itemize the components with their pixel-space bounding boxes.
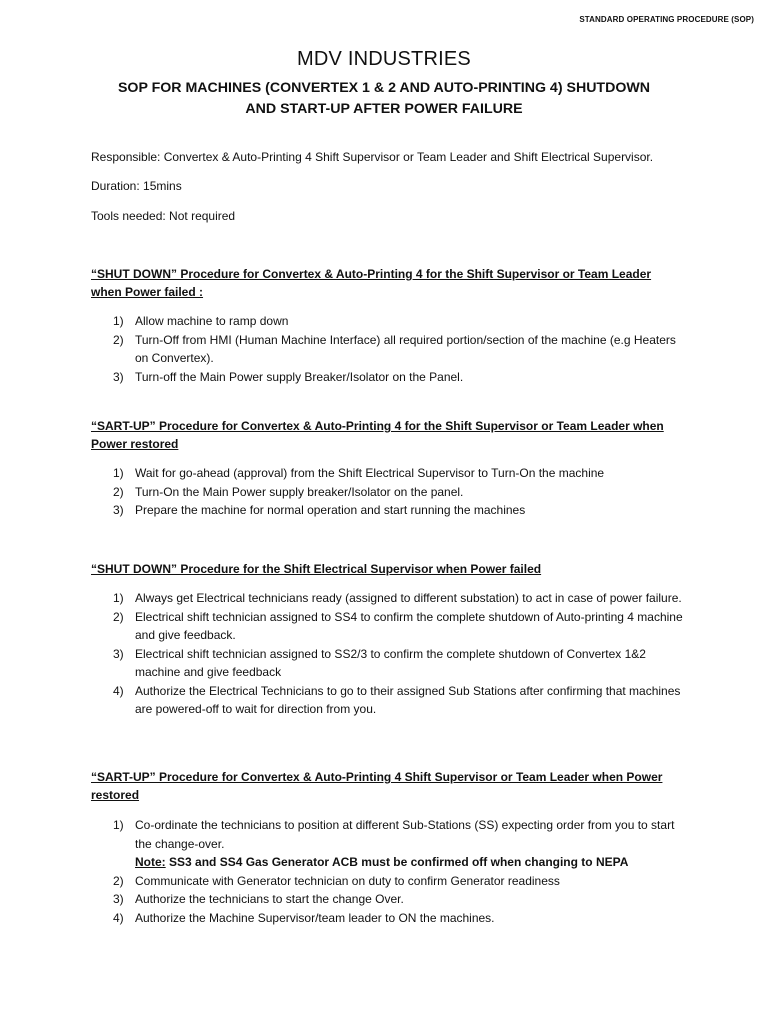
document-title-line-2: AND START-UP AFTER POWER FAILURE [245, 101, 523, 117]
section-startup-changeover-heading [91, 768, 681, 804]
note-line [135, 853, 685, 872]
list-item-number: 1) [113, 314, 124, 328]
list-item-text: Turn-On the Main Power supply breaker/Isolator on the panel. [135, 484, 464, 499]
list-item [0, 682, 685, 719]
section-shutdown-electrical-steps [0, 589, 685, 719]
list-item [0, 589, 685, 608]
list-item-text: Always get Electrical technicians ready (assigned to different substation) to act in case of power failure. [135, 591, 682, 605]
list-item-number: 4) [113, 910, 124, 925]
responsible-line: Responsible: Convertex & Auto-Printing 4 Shift Supervisor or Team Leader and Shift Electrical Supervisor. [91, 150, 654, 164]
list-item-number: 1) [113, 818, 124, 832]
section-heading-line: “SHUT DOWN” Procedure for Convertex & Auto-Printing 4 for the Shift Supervisor or Team Leader [91, 267, 652, 281]
list-item-number: 2) [113, 609, 124, 624]
section-heading-line: “SART-UP” Procedure for Convertex & Auto-Printing 4 Shift Supervisor or Team Leader when Power [91, 770, 663, 784]
section-heading-line: “SHUT DOWN” Procedure for the Shift Electrical Supervisor when Power failed [91, 562, 542, 576]
section-shutdown-supervisor-heading [91, 265, 681, 301]
list-item-number: 2) [113, 332, 124, 347]
list-item-number: 2) [113, 484, 124, 499]
tools-line: Tools needed: Not required [91, 209, 236, 223]
section-heading-line: “SART-UP” Procedure for Convertex & Auto-Printing 4 for the Shift Supervisor or Team Leader when [91, 419, 664, 433]
document-title [84, 78, 684, 120]
list-item [0, 872, 685, 891]
note-text: SS3 and SS4 Gas Generator ACB must be confirmed off when changing to NEPA [165, 855, 629, 869]
list-item-text: Communicate with Generator technician on duty to confirm Generator readiness [135, 873, 560, 888]
list-item-number: 3) [113, 369, 124, 384]
list-item-number: 4) [113, 683, 124, 698]
list-item-text: Turn-Off from HMI (Human Machine Interface) all required portion/section of the machine (e.g Heaters on Convertex). [135, 332, 676, 365]
list-item [0, 483, 685, 502]
list-item-text: Turn-off the Main Power supply Breaker/Isolator on the Panel. [135, 369, 464, 384]
document-title-line-1: SOP FOR MACHINES (CONVERTEX 1 & 2 AND AUTO-PRINTING 4) SHUTDOWN [117, 80, 651, 96]
list-item-number: 2) [113, 873, 124, 888]
section-shutdown-electrical-heading [91, 560, 681, 578]
note-label: Note: [135, 855, 166, 869]
list-item-number: 3) [113, 892, 124, 906]
section-heading-line: Power restored [91, 437, 179, 451]
list-item-text: Authorize the technicians to start the change Over. [135, 892, 404, 906]
list-item [0, 890, 685, 909]
company-name: MDV INDUSTRIES [297, 48, 471, 70]
list-item [0, 368, 685, 387]
list-item [0, 501, 685, 520]
list-item-number: 1) [113, 591, 124, 605]
list-item-number: 1) [113, 466, 124, 480]
list-item-text: Electrical shift technician assigned to SS4 to confirm the complete shutdown of Auto-printing 4 machine and give feedback. [135, 609, 683, 642]
list-item [0, 331, 685, 368]
list-item-text: Authorize the Electrical Technicians to go to their assigned Sub Stations after confirming that machines are powered-off to wait for direction from you. [135, 683, 681, 716]
list-item-number: 3) [113, 503, 124, 517]
list-item-text: Electrical shift technician assigned to SS2/3 to confirm the complete shutdown of Convertex 1&2 machine and give feedback [135, 646, 646, 679]
list-item-text: Wait for go-ahead (approval) from the Shift Electrical Supervisor to Turn-On the machine [135, 466, 605, 480]
duration-line: Duration: 15mins [91, 179, 182, 193]
list-item [0, 645, 685, 682]
section-heading-line: restored [91, 788, 140, 802]
section-startup-supervisor-heading [91, 417, 681, 453]
section-startup-changeover-steps [0, 816, 685, 927]
list-item [0, 464, 685, 483]
list-item-text: Co-ordinate the technicians to position at different Sub-Stations (SS) expecting order from you to start the change-over. [135, 818, 675, 851]
list-item-number: 3) [113, 646, 124, 661]
header-note: STANDARD OPERATING PROCEDURE (SOP) [579, 15, 754, 24]
list-item-text: Allow machine to ramp down [135, 314, 289, 328]
section-startup-supervisor-steps [0, 464, 685, 520]
list-item-text: Authorize the Machine Supervisor/team leader to ON the machines. [135, 910, 495, 925]
list-item [0, 608, 685, 645]
section-heading-line: when Power failed : [91, 285, 204, 299]
list-item [0, 909, 685, 928]
list-item [0, 816, 685, 872]
list-item [0, 312, 685, 331]
section-shutdown-supervisor-steps [0, 312, 685, 386]
list-item-text: Prepare the machine for normal operation and start running the machines [135, 503, 526, 517]
